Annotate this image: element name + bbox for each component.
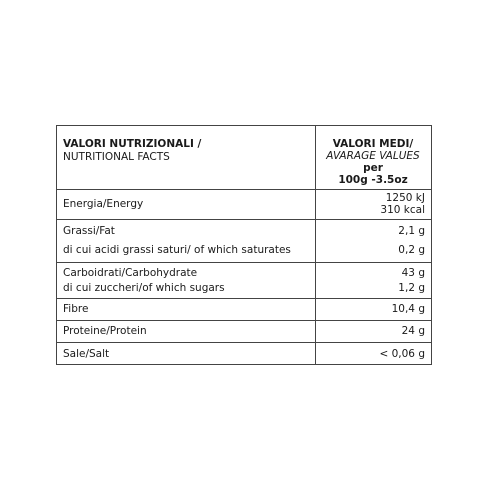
row-value-protein: 24 g xyxy=(401,325,425,337)
row-value-fat: 2,1 g xyxy=(398,225,425,237)
row-label-energy: Energia/Energy xyxy=(63,198,144,210)
header-values-it: VALORI MEDI/ xyxy=(332,138,414,150)
row-value-carbohydrate: 43 g xyxy=(401,267,425,279)
row-label-fat: Grassi/Fat xyxy=(63,225,115,237)
row-label-sugars: di cui zuccheri/of which sugars xyxy=(63,282,225,294)
divider xyxy=(57,342,431,343)
row-value-salt: < 0,06 g xyxy=(379,348,425,360)
row-value-sugars: 1,2 g xyxy=(398,282,425,294)
row-label-salt: Sale/Salt xyxy=(63,348,110,360)
divider xyxy=(57,189,431,190)
row-value-fibre: 10,4 g xyxy=(391,303,425,315)
row-value-energy-kcal: 310 kcal xyxy=(380,204,425,216)
row-value-saturates: 0,2 g xyxy=(398,244,425,256)
row-value-energy-kj: 1250 kJ xyxy=(385,192,425,204)
divider xyxy=(57,219,431,220)
divider xyxy=(57,298,431,299)
header-per: per xyxy=(363,162,383,174)
row-label-fibre: Fibre xyxy=(63,303,89,315)
row-label-protein: Proteine/Protein xyxy=(63,325,147,337)
header-values-en: AVARAGE VALUES xyxy=(326,150,420,162)
header-label-it: VALORI NUTRIZIONALI / xyxy=(63,138,202,150)
nutrition-table xyxy=(56,125,432,365)
row-label-carbohydrate: Carboidrati/Carbohydrate xyxy=(63,267,198,279)
header-label-en: NUTRITIONAL FACTS xyxy=(63,151,170,163)
divider xyxy=(57,320,431,321)
header-portion: 100g -3.5oz xyxy=(338,174,408,186)
row-label-saturates: di cui acidi grassi saturi/ of which saturates xyxy=(63,244,291,256)
divider xyxy=(57,262,431,263)
